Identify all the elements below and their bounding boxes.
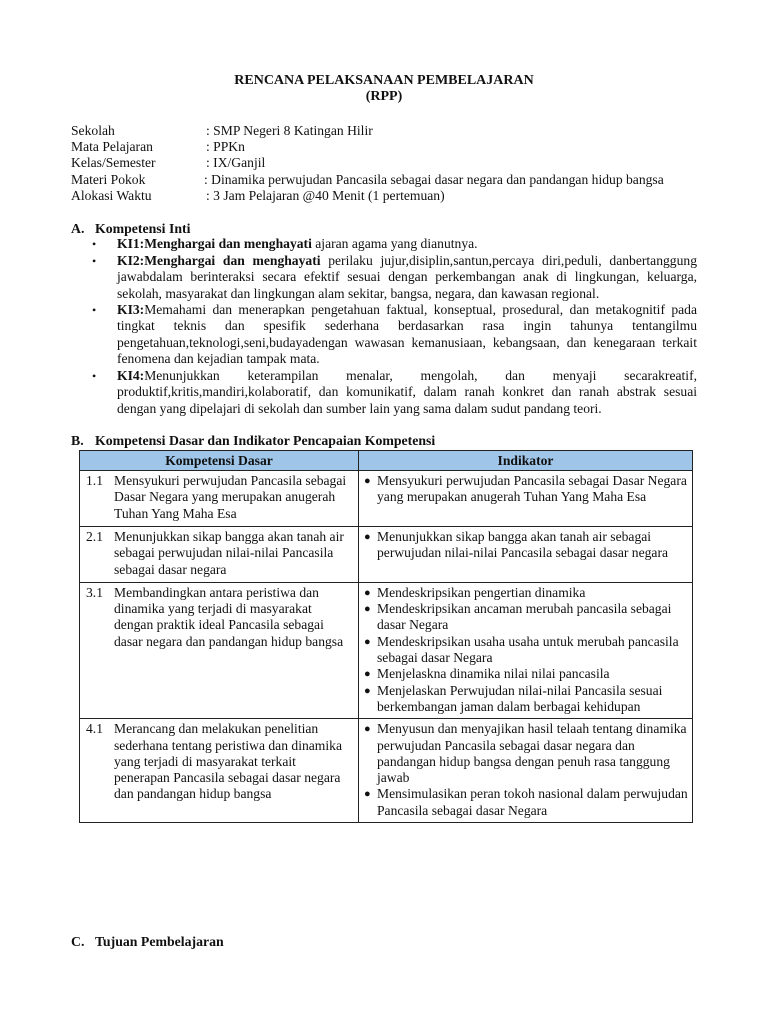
indicator-list	[359, 583, 692, 718]
document-subtitle: (RPP)	[365, 89, 403, 104]
identity-label: Sekolah	[71, 123, 115, 138]
section-title: Tujuan Pembelajaran	[95, 934, 224, 949]
kd-text: Mensyukuri perwujudan Pancasila sebagai Dasar Negara yang merupakan anugerah Tuhan Yang Maha Esa	[114, 473, 347, 521]
bullet-icon: ●	[364, 788, 371, 801]
kd-number: 2.1	[86, 529, 103, 544]
ki-head: KI4:	[117, 368, 145, 383]
ki-head: KI1:Menghargai dan menghayati	[117, 236, 312, 251]
identity-label: Materi Pokok	[71, 172, 146, 187]
list-item: ● Mensyukuri perwujudan Pancasila sebagai Dasar Negara yang merupakan anugerah Tuhan Yang Maha Esa	[364, 473, 687, 505]
identity-label: Mata Pelajaran	[71, 139, 153, 154]
list-item: ● Menjelaskna dinamika nilai nilai pancasila	[364, 666, 610, 682]
identity-label: Kelas/Semester	[71, 155, 156, 170]
indicator-list	[359, 471, 692, 509]
column-header-indicator: Indikator	[359, 451, 693, 471]
list-item: ● Mensimulasikan peran tokoh nasional dalam perwujudan Pancasila sebagai dasar Negara	[364, 786, 688, 818]
kd-number: 1.1	[86, 473, 103, 488]
identity-label: Alokasi Waktu	[71, 188, 152, 203]
indicator-list	[359, 527, 692, 565]
table-row	[80, 527, 693, 583]
bullet-icon: ●	[364, 684, 371, 697]
list-item: ● Mendeskripsikan ancaman merubah pancasila sebagai dasar Negara	[364, 601, 672, 633]
bullet-icon: •	[92, 369, 97, 383]
ki-item-3	[92, 302, 697, 368]
ki-text: perilaku jujur,disiplin,santun,percaya diri,peduli, danbertanggung jawabdalam berinteraksi secara efektif sesuai dengan perkembangan anak di lingkungan, keluarga, sekolah, masyarakat dan lingkungan alam sekitar, bangsa, negara, dan kawasan regional.	[117, 253, 697, 301]
document-title: RENCANA PELAKSANAAN PEMBELAJARAN	[234, 73, 534, 88]
section-title: Kompetensi Dasar dan Indikator Pencapaian Kompetensi	[95, 433, 436, 448]
kd-number: 4.1	[86, 721, 103, 737]
kd-text: Merancang dan melakukan penelitian sederhana tentang peristiwa dan dinamika yang terjadi di masyarakat terkait penerapan Pancasila sebagai dasar negara dan pandangan hidup bangsa	[114, 721, 342, 802]
list-item: ● Menunjukkan sikap bangga akan tanah air sebagai perwujudan nilai-nilai Pancasila sebagai dasar negara	[364, 529, 669, 561]
bullet-icon: •	[92, 303, 97, 317]
bullet-icon: •	[92, 237, 97, 251]
identity-value: : PPKn	[206, 139, 245, 154]
section-title: Kompetensi Inti	[95, 221, 191, 236]
bullet-icon: •	[92, 254, 97, 268]
bullet-icon: ●	[364, 635, 371, 648]
section-letter: A.	[71, 221, 85, 236]
kd-cell	[80, 719, 358, 806]
bullet-icon: ●	[364, 475, 371, 487]
table-header-row	[80, 451, 693, 471]
table-row	[80, 582, 693, 718]
bullet-icon: ●	[364, 603, 371, 616]
ki-item-2	[92, 253, 697, 302]
ki-text: ajaran agama yang dianutnya.	[311, 236, 478, 251]
table-row	[80, 471, 693, 527]
kd-cell	[80, 527, 358, 582]
bullet-icon: ●	[364, 723, 371, 736]
ki-head: KI3:	[117, 302, 145, 317]
table-row	[80, 719, 693, 823]
ki-text: Menunjukkan keterampilan menalar, mengolah, dan menyaji secarakreatif, produktif,kritis,mandiri,kolaboratif, dan komunikatif, dalam ranah konkret dan ranah abstrak sesuai dengan yang dipelajari di sekolah dan sumber lain yang sama dalam sudut pandang teori.	[117, 368, 697, 416]
competency-table	[79, 450, 693, 823]
ki-text: Memahami dan menerapkan pengetahuan faktual, konseptual, prosedural, dan metakognitif pada tingkat teknis dan spesifik sederhana berdasarkan rasa ingin tahunya tentangilmu pengetahuan,teknologi,seni,budayadengan wawasan kemanusiaan, kebangsaan, dan kenegaraan terkait fenomena dan kejadian tampak mata.	[117, 302, 697, 367]
ki-head: KI2:Menghargai dan menghayati	[117, 253, 321, 268]
bullet-icon: ●	[364, 531, 371, 543]
section-letter: C.	[71, 934, 85, 949]
identity-value: : Dinamika perwujudan Pancasila sebagai dasar negara dan pandangan hidup bangsa	[204, 172, 664, 187]
identity-value: : 3 Jam Pelajaran @40 Menit (1 pertemuan)	[206, 188, 445, 203]
list-item: ● Menyusun dan menyajikan hasil telaah tentang dinamika perwujudan Pancasila sebagai dasar negara dan pandangan hidup bangsa dengan penuh rasa tanggung jawab	[364, 721, 687, 786]
kd-text: Membandingkan antara peristiwa dan dinamika yang terjadi di masyarakat dengan praktik ideal Pancasila sebagai dasar negara dan pandangan hidup bangsa	[114, 584, 344, 649]
section-letter: B.	[71, 433, 84, 448]
section-b-heading	[71, 433, 435, 449]
kd-cell	[80, 471, 358, 526]
kd-text: Menunjukkan sikap bangga akan tanah air sebagai perwujudan nilai-nilai Pancasila sebagai dasar negara	[114, 529, 344, 577]
identity-value: : SMP Negeri 8 Katingan Hilir	[206, 123, 373, 138]
section-c-heading	[71, 934, 224, 950]
kd-cell	[80, 583, 358, 654]
list-item: ● Menjelaskan Perwujudan nilai-nilai Pancasila sesuai berkembangan jaman dalam berbagai kehidupan	[364, 682, 663, 714]
kd-number: 3.1	[86, 584, 103, 600]
section-a-heading	[71, 221, 190, 237]
list-item: ● Mendeskripsikan pengertian dinamika	[364, 584, 586, 600]
bullet-icon: ●	[364, 586, 371, 599]
identity-value: : IX/Ganjil	[206, 155, 266, 170]
list-item: ● Mendeskripsikan usaha usaha untuk merubah pancasila sebagai dasar Negara	[364, 633, 679, 666]
column-header-kd: Kompetensi Dasar	[80, 451, 359, 471]
bullet-icon: ●	[364, 668, 371, 681]
ki-item-1	[92, 236, 697, 252]
indicator-list	[359, 719, 692, 822]
ki-item-4	[92, 368, 697, 417]
